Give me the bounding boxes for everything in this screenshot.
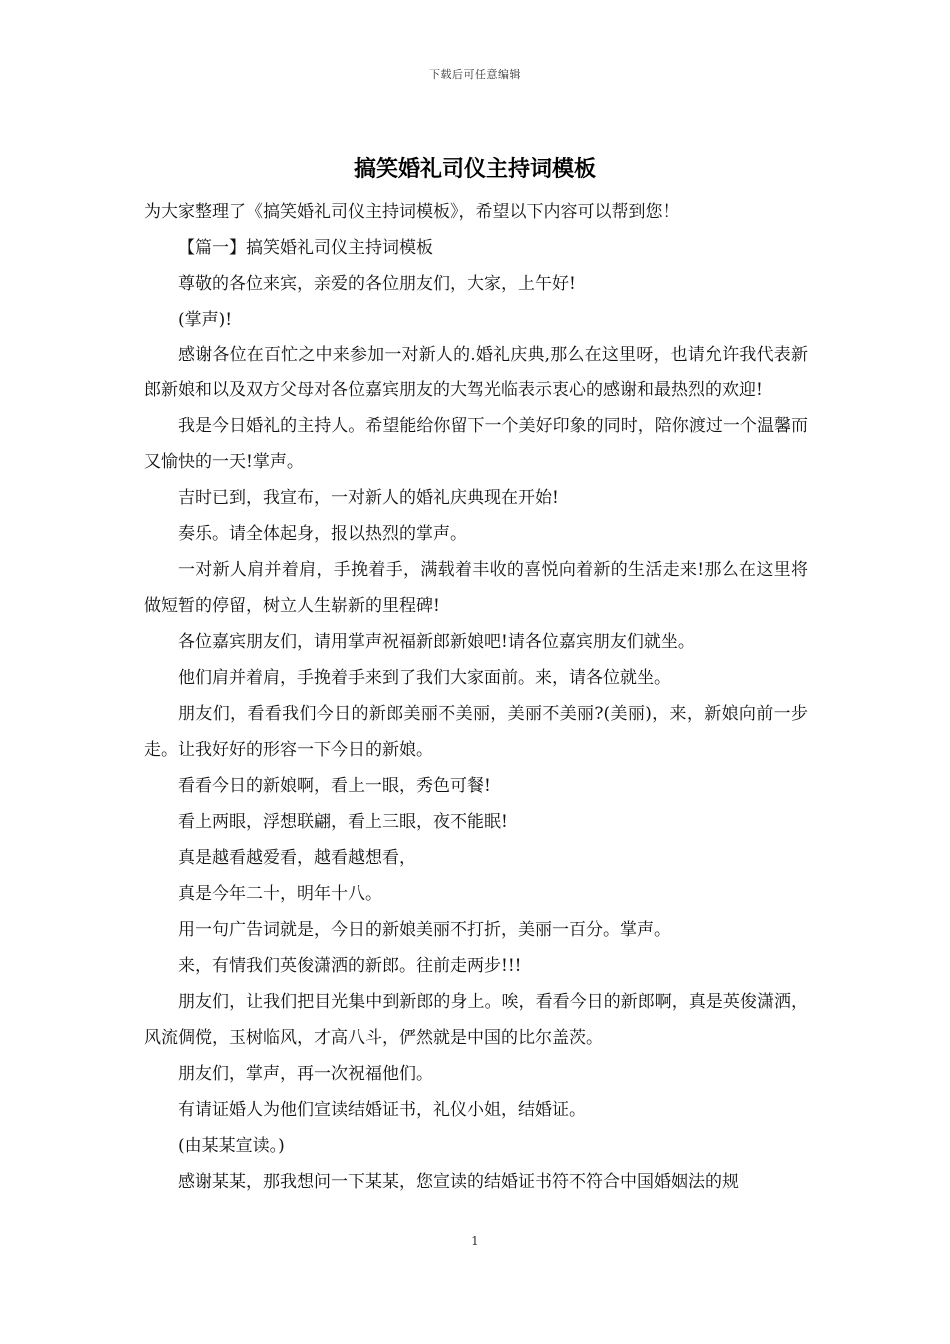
paragraph: 看看今日的新娘啊，看上一眼，秀色可餐! <box>178 776 491 796</box>
paragraph: 我是今日婚礼的主持人。希望能给你留下一个美好印象的同时，陪你渡过一个温馨而又愉快的一天!掌声。 <box>144 416 808 472</box>
paragraph: 有请证婚人为他们宣读结婚证书，礼仪小姐，结婚证。 <box>178 1100 586 1120</box>
paragraph: 真是今年二十，明年十八。 <box>178 884 382 904</box>
paragraph: 吉时已到，我宣布，一对新人的婚礼庆典现在开始! <box>178 488 559 508</box>
paragraph: (掌声)! <box>178 310 233 330</box>
paragraph: 感谢某某，那我想问一下某某，您宣读的结婚证书符不符合中国婚姻法的规 <box>178 1172 739 1192</box>
paragraph: 感谢各位在百忙之中来参加一对新人的.婚礼庆典,那么在这里呀，也请允许我代表新郎新娘和以及双方父母对各位嘉宾朋友的大驾光临表示衷心的感谢和最热烈的欢迎! <box>144 345 808 400</box>
paragraph: 看上两眼，浮想联翩，看上三眼，夜不能眠! <box>178 812 508 832</box>
paragraph: 朋友们，掌声，再一次祝福他们。 <box>178 1064 433 1084</box>
paragraph: 各位嘉宾朋友们，请用掌声祝福新郎新娘吧!请各位嘉宾朋友们就坐。 <box>178 632 695 652</box>
page-number: 1 <box>471 1234 479 1248</box>
document-body <box>144 194 808 1200</box>
paragraph: 尊敬的各位来宾，亲爱的各位朋友们，大家，上午好! <box>178 274 576 294</box>
section-heading: 【篇一】搞笑婚礼司仪主持词模板 <box>178 238 433 258</box>
paragraph: 他们肩并着肩，手挽着手来到了我们大家面前。来，请各位就坐。 <box>178 668 671 688</box>
paragraph: 来，有情我们英俊潇洒的新郎。往前走两步!!! <box>178 956 522 976</box>
paragraph: 一对新人肩并着肩，手挽着手，满载着丰收的喜悦向着新的生活走来!那么在这里将做短暂的停留，树立人生崭新的里程碑! <box>144 560 808 616</box>
paragraph: 奏乐。请全体起身，报以热烈的掌声。 <box>178 524 467 544</box>
paragraph: 朋友们，看看我们今日的新郎美丽不美丽，美丽不美丽?(美丽)，来，新娘向前一步走。让我好好的形容一下今日的新娘。 <box>144 704 808 760</box>
paragraph: (由某某宣读。) <box>178 1136 285 1156</box>
page-header: 下载后可任意编辑 <box>429 68 521 81</box>
paragraph: 真是越看越爱看，越看越想看， <box>178 848 416 868</box>
paragraph: 朋友们，让我们把目光集中到新郎的身上。唉，看看今日的新郎啊，真是英俊潇洒，风流倜傥，玉树临风，才高八斗，俨然就是中国的比尔盖茨。 <box>144 992 808 1048</box>
document-title: 搞笑婚礼司仪主持词模板 <box>353 156 596 182</box>
intro-paragraph: 为大家整理了《搞笑婚礼司仪主持词模板》，希望以下内容可以帮到您！ <box>144 202 680 222</box>
paragraph: 用一句广告词就是，今日的新娘美丽不打折，美丽一百分。掌声。 <box>178 920 671 940</box>
